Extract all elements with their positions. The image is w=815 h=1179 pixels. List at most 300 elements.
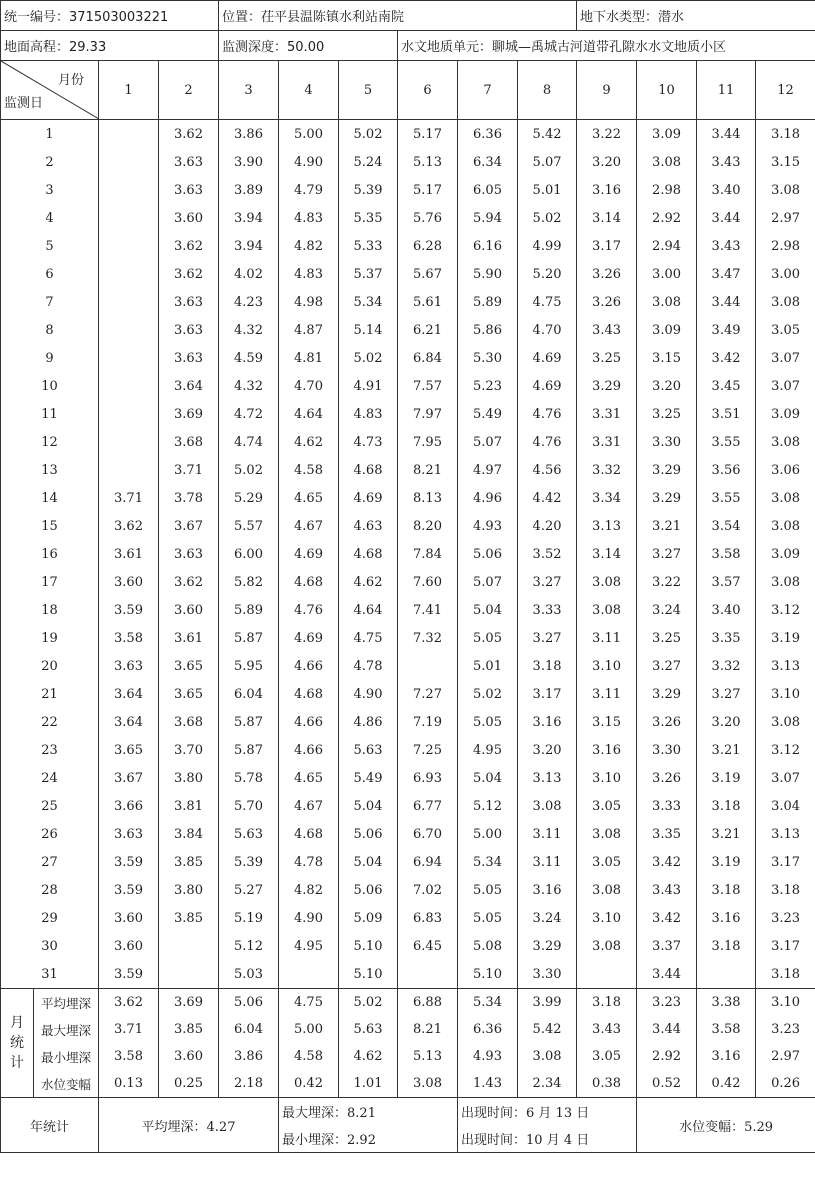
depth-value-cell: 4.76 (518, 400, 577, 428)
table-row (1, 792, 815, 820)
depth-value-cell: 3.21 (697, 820, 756, 848)
depth-value-cell: 5.05 (458, 876, 518, 904)
depth-value-cell: 3.63 (159, 176, 219, 204)
header-row-2 (1, 31, 815, 61)
stat-value-cell: 2.92 (637, 1043, 697, 1070)
depth-value-cell: 4.67 (279, 512, 339, 540)
depth-value-cell: 3.18 (756, 960, 815, 989)
depth-value-cell: 3.63 (159, 148, 219, 176)
table-row (1, 176, 815, 204)
depth-value-cell (398, 652, 458, 680)
depth-value-cell: 3.18 (756, 120, 815, 149)
depth-value-cell: 3.13 (577, 512, 637, 540)
depth-value-cell: 3.16 (697, 904, 756, 932)
depth-value-cell: 3.08 (756, 288, 815, 316)
depth-value-cell: 3.61 (159, 624, 219, 652)
depth-value-cell: 5.10 (339, 932, 398, 960)
day-cell: 30 (1, 932, 99, 960)
depth-value-cell: 3.65 (99, 736, 159, 764)
depth-value-cell: 3.64 (99, 680, 159, 708)
depth-value-cell: 4.75 (339, 624, 398, 652)
depth-value-cell: 3.37 (637, 932, 697, 960)
depth-value-cell (159, 960, 219, 989)
stat-value-cell: 3.44 (637, 1016, 697, 1043)
stat-value-cell: 3.08 (518, 1043, 577, 1070)
annual-level-range: 水位变幅：5.29 (637, 1098, 815, 1153)
depth-value-cell: 5.78 (219, 764, 279, 792)
stat-value-cell: 6.04 (219, 1016, 279, 1043)
depth-value-cell: 6.45 (398, 932, 458, 960)
depth-value-cell: 3.04 (756, 792, 815, 820)
depth-value-cell: 4.76 (279, 596, 339, 624)
depth-value-cell (577, 960, 637, 989)
depth-value-cell (99, 428, 159, 456)
annual-max-depth: 最大埋深：8.21 (279, 1098, 458, 1126)
depth-value-cell: 5.42 (518, 120, 577, 149)
depth-value-cell: 3.08 (577, 876, 637, 904)
depth-value-cell: 4.20 (518, 512, 577, 540)
depth-value-cell: 3.81 (159, 792, 219, 820)
depth-value-cell: 3.44 (697, 204, 756, 232)
depth-value-cell: 5.01 (458, 652, 518, 680)
depth-value-cell: 3.21 (697, 736, 756, 764)
depth-value-cell: 3.44 (697, 120, 756, 149)
depth-value-cell: 4.32 (219, 372, 279, 400)
day-cell: 9 (1, 344, 99, 372)
depth-value-cell: 3.17 (756, 848, 815, 876)
depth-value-cell (99, 232, 159, 260)
depth-value-cell: 5.09 (339, 904, 398, 932)
depth-value-cell: 3.27 (637, 540, 697, 568)
depth-value-cell: 6.93 (398, 764, 458, 792)
depth-value-cell: 3.33 (518, 596, 577, 624)
depth-value-cell (99, 316, 159, 344)
depth-value-cell: 3.44 (697, 288, 756, 316)
table-row (1, 260, 815, 288)
depth-value-cell: 7.95 (398, 428, 458, 456)
depth-value-cell: 4.69 (518, 372, 577, 400)
depth-value-cell: 3.11 (577, 680, 637, 708)
month-header-8: 8 (518, 61, 577, 120)
depth-value-cell: 3.64 (99, 708, 159, 736)
day-cell: 11 (1, 400, 99, 428)
depth-value-cell: 4.86 (339, 708, 398, 736)
depth-value-cell: 4.62 (279, 428, 339, 456)
day-cell: 13 (1, 456, 99, 484)
depth-value-cell: 2.98 (756, 232, 815, 260)
depth-value-cell: 3.43 (577, 316, 637, 344)
depth-value-cell: 3.42 (637, 848, 697, 876)
depth-value-cell: 3.18 (518, 652, 577, 680)
day-cell: 31 (1, 960, 99, 989)
depth-value-cell: 3.60 (159, 596, 219, 624)
depth-value-cell: 3.43 (637, 876, 697, 904)
depth-value-cell: 3.18 (697, 792, 756, 820)
month-header-4: 4 (279, 61, 339, 120)
depth-value-cell: 6.28 (398, 232, 458, 260)
depth-value-cell: 6.77 (398, 792, 458, 820)
depth-value-cell: 3.63 (99, 652, 159, 680)
depth-value-cell: 5.30 (458, 344, 518, 372)
depth-value-cell: 7.41 (398, 596, 458, 624)
depth-value-cell: 6.70 (398, 820, 458, 848)
depth-value-cell: 4.64 (339, 596, 398, 624)
depth-value-cell: 3.08 (756, 568, 815, 596)
depth-value-cell: 5.87 (219, 624, 279, 652)
month-header-9: 9 (577, 61, 637, 120)
stat-value-cell: 3.86 (219, 1043, 279, 1070)
stat-value-cell: 1.01 (339, 1070, 398, 1098)
day-cell: 27 (1, 848, 99, 876)
depth-value-cell: 4.68 (279, 820, 339, 848)
table-row (1, 400, 815, 428)
depth-value-cell: 3.18 (756, 876, 815, 904)
depth-value-cell: 3.62 (159, 232, 219, 260)
depth-value-cell: 4.69 (518, 344, 577, 372)
day-cell: 10 (1, 372, 99, 400)
depth-value-cell: 3.14 (577, 204, 637, 232)
depth-value-cell: 3.71 (99, 484, 159, 512)
depth-value-cell: 3.29 (637, 456, 697, 484)
depth-value-cell: 5.39 (339, 176, 398, 204)
depth-value-cell: 3.20 (577, 148, 637, 176)
depth-value-cell: 5.37 (339, 260, 398, 288)
annual-stats-label: 年统计 (1, 1098, 99, 1153)
depth-value-cell: 6.34 (458, 148, 518, 176)
depth-value-cell: 5.02 (518, 204, 577, 232)
depth-value-cell: 3.08 (756, 708, 815, 736)
depth-value-cell: 3.11 (518, 848, 577, 876)
depth-value-cell: 3.08 (756, 484, 815, 512)
depth-value-cell: 3.08 (756, 176, 815, 204)
day-cell: 20 (1, 652, 99, 680)
stat-value-cell: 5.34 (458, 989, 518, 1017)
depth-value-cell: 4.69 (279, 540, 339, 568)
table-row (1, 232, 815, 260)
depth-value-cell (99, 288, 159, 316)
table-row (1, 288, 815, 316)
stat-value-cell: 3.23 (756, 1016, 815, 1043)
depth-value-cell: 8.20 (398, 512, 458, 540)
stat-value-cell: 6.88 (398, 989, 458, 1017)
depth-value-cell: 3.18 (697, 876, 756, 904)
table-row (1, 568, 815, 596)
month-header-12: 12 (756, 61, 815, 120)
depth-value-cell: 3.18 (697, 932, 756, 960)
depth-value-cell: 6.04 (219, 680, 279, 708)
stat-value-cell: 3.85 (159, 1016, 219, 1043)
depth-value-cell: 2.92 (637, 204, 697, 232)
depth-value-cell: 3.80 (159, 876, 219, 904)
depth-value-cell: 5.04 (339, 848, 398, 876)
depth-value-cell: 4.78 (339, 652, 398, 680)
monthly-stats-group-label (1, 989, 34, 1098)
stat-value-cell: 0.42 (697, 1070, 756, 1098)
depth-value-cell: 3.15 (637, 344, 697, 372)
depth-value-cell: 3.13 (756, 652, 815, 680)
stat-value-cell: 2.34 (518, 1070, 577, 1098)
depth-value-cell: 4.90 (279, 904, 339, 932)
depth-value-cell: 3.06 (756, 456, 815, 484)
depth-value-cell: 5.29 (219, 484, 279, 512)
depth-value-cell: 4.66 (279, 736, 339, 764)
table-row (1, 764, 815, 792)
day-cell: 21 (1, 680, 99, 708)
depth-value-cell: 5.89 (458, 288, 518, 316)
depth-value-cell: 3.61 (99, 540, 159, 568)
depth-value-cell: 3.30 (518, 960, 577, 989)
depth-value-cell: 7.02 (398, 876, 458, 904)
depth-value-cell: 3.62 (99, 512, 159, 540)
depth-value-cell: 3.14 (577, 540, 637, 568)
depth-value-cell: 3.65 (159, 652, 219, 680)
depth-value-cell: 5.70 (219, 792, 279, 820)
depth-value-cell: 3.84 (159, 820, 219, 848)
depth-value-cell: 3.10 (577, 764, 637, 792)
depth-value-cell: 4.99 (518, 232, 577, 260)
depth-value-cell: 5.10 (339, 960, 398, 989)
depth-value-cell: 3.13 (756, 820, 815, 848)
day-cell: 29 (1, 904, 99, 932)
annual-average-depth: 平均埋深：4.27 (99, 1098, 279, 1153)
table-row (1, 120, 815, 149)
stat-value-cell: 3.58 (697, 1016, 756, 1043)
depth-value-cell: 5.82 (219, 568, 279, 596)
depth-value-cell: 5.57 (219, 512, 279, 540)
depth-value-cell: 5.63 (339, 736, 398, 764)
depth-value-cell: 4.62 (339, 568, 398, 596)
depth-value-cell: 4.66 (279, 652, 339, 680)
depth-value-cell: 5.12 (219, 932, 279, 960)
depth-value-cell: 3.07 (756, 764, 815, 792)
table-row (1, 960, 815, 989)
station-location: 位置：茌平县温陈镇水利站南院 (219, 1, 577, 31)
depth-value-cell: 3.09 (756, 400, 815, 428)
depth-value-cell: 7.84 (398, 540, 458, 568)
depth-value-cell (99, 456, 159, 484)
depth-value-cell: 3.68 (159, 708, 219, 736)
stat-value-cell: 0.13 (99, 1070, 159, 1098)
depth-value-cell: 3.62 (159, 120, 219, 149)
depth-value-cell: 3.08 (756, 512, 815, 540)
depth-value-cell: 5.35 (339, 204, 398, 232)
depth-value-cell: 3.86 (219, 120, 279, 149)
stat-value-cell: 3.16 (697, 1043, 756, 1070)
depth-value-cell: 3.67 (99, 764, 159, 792)
depth-value-cell: 3.29 (518, 932, 577, 960)
depth-value-cell: 3.05 (756, 316, 815, 344)
corner-header-cell (1, 61, 99, 120)
depth-value-cell: 4.72 (219, 400, 279, 428)
month-header-1: 1 (99, 61, 159, 120)
station-id: 统一编号：371503003221 (1, 1, 219, 31)
depth-value-cell: 4.90 (339, 680, 398, 708)
depth-value-cell: 7.25 (398, 736, 458, 764)
depth-value-cell: 3.94 (219, 232, 279, 260)
day-cell: 28 (1, 876, 99, 904)
depth-value-cell: 6.21 (398, 316, 458, 344)
table-row (1, 820, 815, 848)
depth-value-cell: 3.57 (697, 568, 756, 596)
depth-value-cell: 3.59 (99, 876, 159, 904)
month-header-3: 3 (219, 61, 279, 120)
month-header-10: 10 (637, 61, 697, 120)
depth-value-cell: 5.04 (458, 764, 518, 792)
depth-value-cell: 3.26 (637, 764, 697, 792)
depth-value-cell: 3.07 (756, 344, 815, 372)
depth-value-cell: 4.65 (279, 764, 339, 792)
table-row (1, 512, 815, 540)
stat-value-cell: 5.42 (518, 1016, 577, 1043)
depth-value-cell: 7.97 (398, 400, 458, 428)
depth-value-cell: 4.93 (458, 512, 518, 540)
depth-value-cell: 3.10 (577, 652, 637, 680)
depth-value-cell: 3.09 (637, 316, 697, 344)
depth-value-cell: 3.67 (159, 512, 219, 540)
depth-value-cell: 3.85 (159, 904, 219, 932)
depth-value-cell: 3.21 (637, 512, 697, 540)
depth-value-cell: 4.83 (279, 204, 339, 232)
depth-value-cell: 3.26 (577, 288, 637, 316)
stat-value-cell: 3.08 (398, 1070, 458, 1098)
depth-value-cell: 3.26 (637, 708, 697, 736)
depth-value-cell: 4.69 (339, 484, 398, 512)
depth-value-cell: 5.00 (458, 820, 518, 848)
depth-value-cell: 5.06 (339, 876, 398, 904)
stat-value-cell: 3.69 (159, 989, 219, 1017)
depth-value-cell: 5.03 (219, 960, 279, 989)
depth-value-cell: 4.83 (339, 400, 398, 428)
depth-value-cell: 3.16 (577, 736, 637, 764)
depth-value-cell: 4.42 (518, 484, 577, 512)
depth-value-cell: 5.87 (219, 708, 279, 736)
depth-value-cell: 5.08 (458, 932, 518, 960)
table-row (1, 456, 815, 484)
depth-value-cell: 3.19 (697, 848, 756, 876)
hydrogeologic-unit: 水文地质单元：聊城—禹城古河道带孔隙水水文地质小区 (398, 31, 815, 61)
depth-value-cell: 3.08 (637, 148, 697, 176)
depth-value-cell: 4.81 (279, 344, 339, 372)
depth-value-cell (99, 176, 159, 204)
depth-value-cell: 3.58 (697, 540, 756, 568)
stat-value-cell: 0.38 (577, 1070, 637, 1098)
depth-value-cell: 5.02 (458, 680, 518, 708)
depth-value-cell: 3.47 (697, 260, 756, 288)
depth-value-cell (99, 120, 159, 149)
depth-value-cell: 3.10 (756, 680, 815, 708)
depth-value-cell: 3.59 (99, 960, 159, 989)
table-row (1, 344, 815, 372)
depth-value-cell: 5.90 (458, 260, 518, 288)
annual-max-time: 出现时间：6 月 13 日 (458, 1098, 637, 1126)
depth-value-cell: 3.43 (697, 148, 756, 176)
depth-value-cell: 3.54 (697, 512, 756, 540)
depth-value-cell: 5.02 (339, 344, 398, 372)
day-cell: 14 (1, 484, 99, 512)
depth-value-cell: 5.07 (458, 428, 518, 456)
depth-value-cell: 3.63 (159, 540, 219, 568)
stat-value-cell: 0.25 (159, 1070, 219, 1098)
depth-value-cell: 3.60 (159, 204, 219, 232)
depth-value-cell: 7.19 (398, 708, 458, 736)
table-row (1, 876, 815, 904)
depth-value-cell: 3.27 (697, 680, 756, 708)
depth-value-cell: 3.70 (159, 736, 219, 764)
day-cell: 4 (1, 204, 99, 232)
depth-value-cell: 3.35 (637, 820, 697, 848)
day-cell: 3 (1, 176, 99, 204)
depth-value-cell: 3.30 (637, 736, 697, 764)
depth-value-cell: 3.11 (518, 820, 577, 848)
depth-value-cell (99, 372, 159, 400)
annual-stat-row (1, 1098, 815, 1126)
depth-value-cell: 5.05 (458, 904, 518, 932)
month-axis-label: 月份 (57, 73, 84, 88)
depth-value-cell: 4.78 (279, 848, 339, 876)
annual-min-time: 出现时间：10 月 4 日 (458, 1125, 637, 1153)
depth-value-cell: 3.63 (159, 288, 219, 316)
depth-value-cell: 7.60 (398, 568, 458, 596)
stat-value-cell: 3.38 (697, 989, 756, 1017)
stat-value-cell: 2.97 (756, 1043, 815, 1070)
depth-value-cell: 3.20 (518, 736, 577, 764)
depth-value-cell: 3.19 (697, 764, 756, 792)
depth-value-cell: 3.49 (697, 316, 756, 344)
table-row (1, 904, 815, 932)
depth-value-cell: 4.23 (219, 288, 279, 316)
table-row (1, 316, 815, 344)
table-row (1, 204, 815, 232)
stat-value-cell: 3.99 (518, 989, 577, 1017)
depth-value-cell: 6.84 (398, 344, 458, 372)
stat-value-cell: 5.02 (339, 989, 398, 1017)
depth-value-cell: 4.91 (339, 372, 398, 400)
depth-value-cell: 3.09 (637, 120, 697, 149)
depth-value-cell (398, 960, 458, 989)
depth-value-cell: 5.24 (339, 148, 398, 176)
depth-value-cell: 5.94 (458, 204, 518, 232)
stat-value-cell: 3.62 (99, 989, 159, 1017)
depth-value-cell: 4.96 (458, 484, 518, 512)
depth-value-cell: 5.33 (339, 232, 398, 260)
stat-value-cell: 4.58 (279, 1043, 339, 1070)
depth-value-cell: 6.16 (458, 232, 518, 260)
depth-value-cell: 5.19 (219, 904, 279, 932)
depth-value-cell: 5.10 (458, 960, 518, 989)
depth-value-cell: 3.32 (577, 456, 637, 484)
depth-value-cell: 5.76 (398, 204, 458, 232)
depth-value-cell: 5.67 (398, 260, 458, 288)
depth-value-cell: 4.59 (219, 344, 279, 372)
depth-value-cell: 3.64 (159, 372, 219, 400)
depth-value-cell: 3.16 (577, 176, 637, 204)
day-cell: 7 (1, 288, 99, 316)
stat-value-cell: 2.18 (219, 1070, 279, 1098)
depth-value-cell: 4.73 (339, 428, 398, 456)
day-cell: 12 (1, 428, 99, 456)
table-row (1, 624, 815, 652)
month-header-row (1, 61, 815, 120)
depth-value-cell: 3.19 (756, 624, 815, 652)
day-cell: 19 (1, 624, 99, 652)
depth-value-cell: 3.31 (577, 400, 637, 428)
depth-value-cell: 4.66 (279, 708, 339, 736)
depth-value-cell (99, 260, 159, 288)
depth-value-cell (697, 960, 756, 989)
depth-value-cell: 4.95 (279, 932, 339, 960)
depth-value-cell: 3.69 (159, 400, 219, 428)
depth-value-cell: 4.90 (279, 148, 339, 176)
